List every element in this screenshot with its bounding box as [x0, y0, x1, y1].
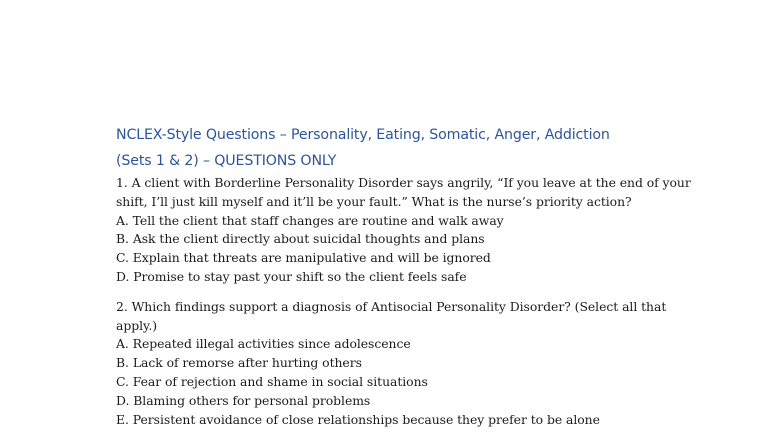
answer-option-d: D. Promise to stay past your shift so the client feels safe: [116, 268, 467, 284]
answer-option-a: A. Tell the client that staff changes are routine and walk away: [116, 212, 504, 228]
answer-option-c: C. Explain that threats are manipulative and will be ignored: [116, 250, 491, 266]
question-stem-line: shift, I’ll just kill myself and it’ll be your fault.” What is the nurse’s priority action?: [116, 193, 632, 209]
question-2: [116, 298, 676, 430]
answer-option-c: C. Fear of rejection and shame in social situations: [116, 373, 428, 389]
answer-option-d: D. Blaming others for personal problems: [116, 392, 371, 408]
question-stem-line: apply.): [116, 317, 157, 333]
document-title: [116, 122, 676, 174]
question-1: [116, 174, 691, 287]
document-body: [116, 122, 691, 429]
answer-option-a: A. Repeated illegal activities since adolescence: [116, 336, 411, 352]
question-stem-line: 2. Which findings support a diagnosis of Antisocial Personality Disorder? (Select all that: [116, 298, 667, 314]
answer-option-e: E. Persistent avoidance of close relationships because they prefer to be alone: [116, 411, 600, 427]
answer-option-b: B. Ask the client directly about suicidal thoughts and plans: [116, 231, 485, 247]
title-line-1: NCLEX-Style Questions – Personality, Eating, Somatic, Anger, Addiction: [116, 127, 610, 143]
answer-option-b: B. Lack of remorse after hurting others: [116, 355, 362, 371]
question-stem-line: 1. A client with Borderline Personality Disorder says angrily, “If you leave at the end of your: [116, 175, 691, 190]
title-line-2: (Sets 1 & 2) – QUESTIONS ONLY: [116, 153, 337, 169]
